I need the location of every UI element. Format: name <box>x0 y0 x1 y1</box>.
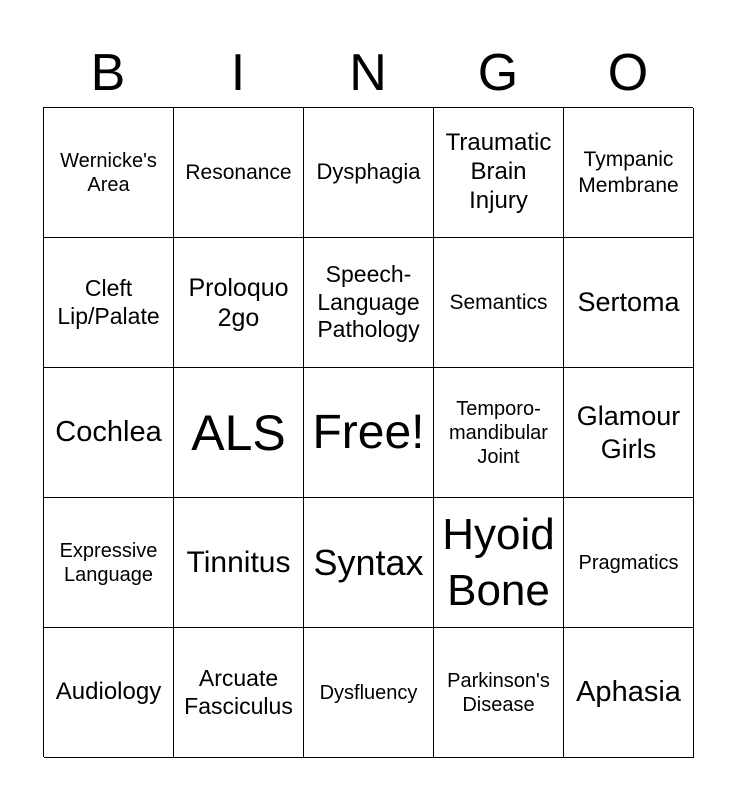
cell-label: Syntax <box>313 541 424 583</box>
cell-label: Speech- Language Pathology <box>317 261 420 343</box>
bingo-cell[interactable] <box>434 628 564 758</box>
bingo-board <box>43 107 693 757</box>
bingo-cell[interactable] <box>304 238 434 368</box>
bingo-cell[interactable] <box>44 628 174 758</box>
cell-label: Aphasia <box>576 676 681 709</box>
header-letter-o: O <box>607 44 649 102</box>
bingo-cell[interactable] <box>174 628 304 758</box>
bingo-cell[interactable] <box>44 368 174 498</box>
bingo-cell[interactable] <box>174 238 304 368</box>
cell-label: Dysfluency <box>319 681 418 704</box>
bingo-cell[interactable] <box>564 498 694 628</box>
cell-label: Semantics <box>449 290 548 314</box>
cell-label: Proloquo 2go <box>188 273 289 332</box>
bingo-cell[interactable] <box>434 238 564 368</box>
cell-label: ALS <box>191 404 286 461</box>
cell-label: Pragmatics <box>578 551 679 574</box>
cell-label: Audiology <box>55 678 162 706</box>
header-letter-b: B <box>90 44 126 102</box>
bingo-cell[interactable] <box>44 238 174 368</box>
bingo-cell[interactable] <box>564 108 694 238</box>
bingo-cell[interactable] <box>44 498 174 628</box>
cell-label: Wernicke's Area <box>60 149 157 196</box>
cell-label: Tinnitus <box>186 545 291 579</box>
bingo-cell[interactable] <box>564 628 694 758</box>
bingo-cell[interactable] <box>434 498 564 628</box>
bingo-cell free-space[interactable] <box>304 368 434 498</box>
bingo-cell[interactable] <box>564 238 694 368</box>
cell-label: Tympanic Membrane <box>578 148 679 197</box>
cell-label: Hyoid Bone <box>442 510 555 615</box>
cell-label: Expressive Language <box>59 539 158 586</box>
cell-label: Glamour Girls <box>576 401 681 464</box>
cell-label: Cochlea <box>55 416 162 449</box>
cell-label: Resonance <box>185 160 292 184</box>
bingo-cell[interactable] <box>304 498 434 628</box>
cell-label: Cleft Lip/Palate <box>57 274 160 329</box>
cell-label: Traumatic Brain Injury <box>445 129 552 214</box>
cell-label: Dysphagia <box>316 159 421 185</box>
bingo-cell[interactable] <box>174 108 304 238</box>
cell-label: Sertoma <box>577 287 680 318</box>
bingo-cell[interactable] <box>174 368 304 498</box>
bingo-cell[interactable] <box>564 368 694 498</box>
cell-label: Temporo- mandibular Joint <box>449 397 548 468</box>
header-letter-n: N <box>349 44 387 102</box>
bingo-cell[interactable] <box>44 108 174 238</box>
cell-label: Arcuate Fasciculus <box>184 664 293 719</box>
header-letter-g: G <box>477 44 519 102</box>
header-letter-i: I <box>230 44 246 102</box>
bingo-cell[interactable] <box>174 498 304 628</box>
cell-label: Parkinson's Disease <box>447 669 550 716</box>
bingo-cell[interactable] <box>434 368 564 498</box>
cell-label: Free! <box>312 405 425 459</box>
bingo-cell[interactable] <box>304 108 434 238</box>
bingo-cell[interactable] <box>304 628 434 758</box>
bingo-header <box>43 40 693 106</box>
bingo-cell[interactable] <box>434 108 564 238</box>
